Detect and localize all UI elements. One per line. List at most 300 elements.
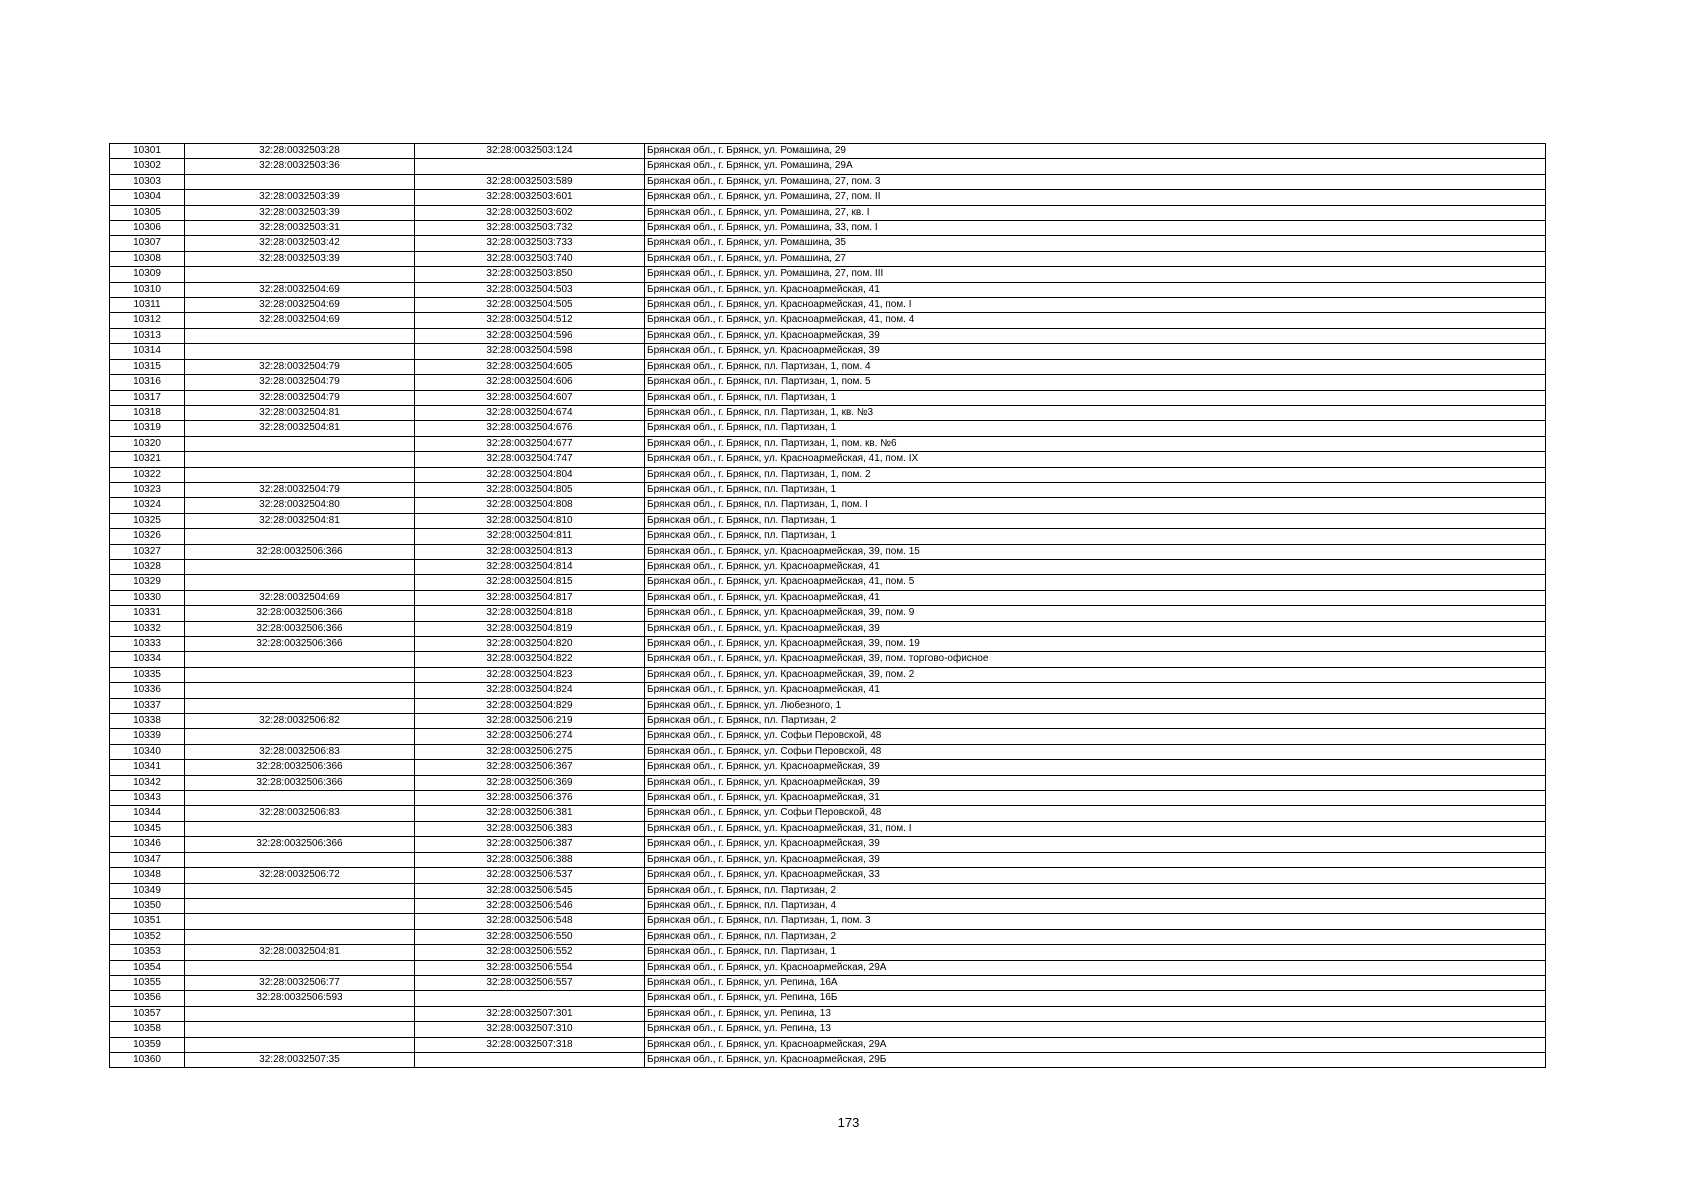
address-cell: Брянская обл., г. Брянск, ул. Красноармейская, 39 bbox=[645, 852, 1546, 867]
land-plot-cadastral-number-cell bbox=[185, 328, 415, 343]
object-cadastral-number-cell: 32:28:0032504:817 bbox=[415, 590, 645, 605]
land-plot-cadastral-number-cell: 32:28:0032504:69 bbox=[185, 313, 415, 328]
object-cadastral-number-cell: 32:28:0032506:554 bbox=[415, 960, 645, 975]
land-plot-cadastral-number-cell bbox=[185, 683, 415, 698]
table-row bbox=[110, 298, 1546, 313]
table-row bbox=[110, 621, 1546, 636]
table-row bbox=[110, 313, 1546, 328]
address-cell: Брянская обл., г. Брянск, ул. Ромашина, 27 bbox=[645, 251, 1546, 266]
table-row bbox=[110, 575, 1546, 590]
table-row bbox=[110, 559, 1546, 574]
object-cadastral-number-cell: 32:28:0032504:824 bbox=[415, 683, 645, 698]
object-cadastral-number-cell: 32:28:0032506:369 bbox=[415, 775, 645, 790]
row-number-cell: 10329 bbox=[110, 575, 185, 590]
address-cell: Брянская обл., г. Брянск, ул. Софьи Перовской, 48 bbox=[645, 744, 1546, 759]
object-cadastral-number-cell: 32:28:0032506:388 bbox=[415, 852, 645, 867]
address-cell: Брянская обл., г. Брянск, пл. Партизан, 4 bbox=[645, 898, 1546, 913]
table-row bbox=[110, 421, 1546, 436]
table-row bbox=[110, 667, 1546, 682]
object-cadastral-number-cell: 32:28:0032504:512 bbox=[415, 313, 645, 328]
row-number-cell: 10310 bbox=[110, 282, 185, 297]
table-row bbox=[110, 760, 1546, 775]
land-plot-cadastral-number-cell bbox=[185, 852, 415, 867]
land-plot-cadastral-number-cell: 32:28:0032504:79 bbox=[185, 482, 415, 497]
object-cadastral-number-cell: 32:28:0032504:819 bbox=[415, 621, 645, 636]
row-number-cell: 10332 bbox=[110, 621, 185, 636]
table-row bbox=[110, 945, 1546, 960]
row-number-cell: 10315 bbox=[110, 359, 185, 374]
row-number-cell: 10360 bbox=[110, 1052, 185, 1067]
land-plot-cadastral-number-cell: 32:28:0032506:366 bbox=[185, 544, 415, 559]
land-plot-cadastral-number-cell: 32:28:0032504:81 bbox=[185, 421, 415, 436]
address-cell: Брянская обл., г. Брянск, ул. Ромашина, 29А bbox=[645, 159, 1546, 174]
table-row bbox=[110, 791, 1546, 806]
object-cadastral-number-cell: 32:28:0032506:546 bbox=[415, 898, 645, 913]
land-plot-cadastral-number-cell bbox=[185, 698, 415, 713]
table-row bbox=[110, 467, 1546, 482]
land-plot-cadastral-number-cell bbox=[185, 914, 415, 929]
address-cell: Брянская обл., г. Брянск, ул. Красноармейская, 39 bbox=[645, 621, 1546, 636]
row-number-cell: 10328 bbox=[110, 559, 185, 574]
land-plot-cadastral-number-cell: 32:28:0032504:69 bbox=[185, 298, 415, 313]
page-number: 173 bbox=[837, 1115, 860, 1130]
table-row bbox=[110, 359, 1546, 374]
table-row bbox=[110, 174, 1546, 189]
address-cell: Брянская обл., г. Брянск, пл. Партизан, 1, пом. 2 bbox=[645, 467, 1546, 482]
land-plot-cadastral-number-cell bbox=[185, 344, 415, 359]
land-plot-cadastral-number-cell: 32:28:0032503:31 bbox=[185, 221, 415, 236]
land-plot-cadastral-number-cell bbox=[185, 883, 415, 898]
object-cadastral-number-cell: 32:28:0032504:674 bbox=[415, 405, 645, 420]
land-plot-cadastral-number-cell bbox=[185, 929, 415, 944]
land-plot-cadastral-number-cell bbox=[185, 898, 415, 913]
address-cell: Брянская обл., г. Брянск, пл. Партизан, 1 bbox=[645, 513, 1546, 528]
address-cell: Брянская обл., г. Брянск, ул. Красноармейская, 29Б bbox=[645, 1052, 1546, 1067]
address-cell: Брянская обл., г. Брянск, ул. Красноармейская, 33 bbox=[645, 868, 1546, 883]
land-plot-cadastral-number-cell: 32:28:0032504:80 bbox=[185, 498, 415, 513]
row-number-cell: 10311 bbox=[110, 298, 185, 313]
table-row bbox=[110, 1022, 1546, 1037]
row-number-cell: 10350 bbox=[110, 898, 185, 913]
row-number-cell: 10317 bbox=[110, 390, 185, 405]
object-cadastral-number-cell: 32:28:0032506:381 bbox=[415, 806, 645, 821]
address-cell: Брянская обл., г. Брянск, ул. Красноармейская, 39, пом. 19 bbox=[645, 637, 1546, 652]
table-row bbox=[110, 190, 1546, 205]
row-number-cell: 10346 bbox=[110, 837, 185, 852]
row-number-cell: 10341 bbox=[110, 760, 185, 775]
cadastral-table bbox=[109, 143, 1546, 1068]
address-cell: Брянская обл., г. Брянск, ул. Красноармейская, 39 bbox=[645, 837, 1546, 852]
object-cadastral-number-cell: 32:28:0032506:274 bbox=[415, 729, 645, 744]
address-cell: Брянская обл., г. Брянск, пл. Партизан, 1, кв. №3 bbox=[645, 405, 1546, 420]
row-number-cell: 10343 bbox=[110, 791, 185, 806]
object-cadastral-number-cell: 32:28:0032503:589 bbox=[415, 174, 645, 189]
land-plot-cadastral-number-cell: 32:28:0032504:81 bbox=[185, 405, 415, 420]
address-cell: Брянская обл., г. Брянск, ул. Красноармейская, 31, пом. I bbox=[645, 821, 1546, 836]
object-cadastral-number-cell: 32:28:0032506:383 bbox=[415, 821, 645, 836]
row-number-cell: 10316 bbox=[110, 375, 185, 390]
table-row bbox=[110, 744, 1546, 759]
land-plot-cadastral-number-cell: 32:28:0032506:366 bbox=[185, 621, 415, 636]
object-cadastral-number-cell: 32:28:0032504:815 bbox=[415, 575, 645, 590]
address-cell: Брянская обл., г. Брянск, ул. Красноармейская, 39 bbox=[645, 775, 1546, 790]
object-cadastral-number-cell: 32:28:0032504:805 bbox=[415, 482, 645, 497]
row-number-cell: 10356 bbox=[110, 991, 185, 1006]
table-row bbox=[110, 683, 1546, 698]
table-row bbox=[110, 1006, 1546, 1021]
land-plot-cadastral-number-cell: 32:28:0032503:39 bbox=[185, 205, 415, 220]
address-cell: Брянская обл., г. Брянск, ул. Репина, 13 bbox=[645, 1022, 1546, 1037]
row-number-cell: 10323 bbox=[110, 482, 185, 497]
object-cadastral-number-cell: 32:28:0032506:552 bbox=[415, 945, 645, 960]
row-number-cell: 10324 bbox=[110, 498, 185, 513]
address-cell: Брянская обл., г. Брянск, пл. Партизан, 1 bbox=[645, 529, 1546, 544]
land-plot-cadastral-number-cell bbox=[185, 729, 415, 744]
land-plot-cadastral-number-cell bbox=[185, 821, 415, 836]
land-plot-cadastral-number-cell bbox=[185, 174, 415, 189]
row-number-cell: 10345 bbox=[110, 821, 185, 836]
address-cell: Брянская обл., г. Брянск, ул. Ромашина, 33, пом. I bbox=[645, 221, 1546, 236]
address-cell: Брянская обл., г. Брянск, ул. Красноармейская, 41, пом. 4 bbox=[645, 313, 1546, 328]
land-plot-cadastral-number-cell: 32:28:0032506:366 bbox=[185, 760, 415, 775]
land-plot-cadastral-number-cell: 32:28:0032503:39 bbox=[185, 251, 415, 266]
object-cadastral-number-cell: 32:28:0032506:367 bbox=[415, 760, 645, 775]
address-cell: Брянская обл., г. Брянск, пл. Партизан, 1, пом. 4 bbox=[645, 359, 1546, 374]
object-cadastral-number-cell bbox=[415, 991, 645, 1006]
land-plot-cadastral-number-cell: 32:28:0032504:79 bbox=[185, 375, 415, 390]
table-row bbox=[110, 544, 1546, 559]
address-cell: Брянская обл., г. Брянск, ул. Ромашина, 27, пом. 3 bbox=[645, 174, 1546, 189]
land-plot-cadastral-number-cell bbox=[185, 1037, 415, 1052]
land-plot-cadastral-number-cell bbox=[185, 452, 415, 467]
address-cell: Брянская обл., г. Брянск, ул. Красноармейская, 29А bbox=[645, 960, 1546, 975]
row-number-cell: 10335 bbox=[110, 667, 185, 682]
object-cadastral-number-cell: 32:28:0032504:747 bbox=[415, 452, 645, 467]
table-row bbox=[110, 637, 1546, 652]
row-number-cell: 10344 bbox=[110, 806, 185, 821]
address-cell: Брянская обл., г. Брянск, пл. Партизан, 1, пом. кв. №6 bbox=[645, 436, 1546, 451]
table-row bbox=[110, 498, 1546, 513]
land-plot-cadastral-number-cell bbox=[185, 467, 415, 482]
object-cadastral-number-cell: 32:28:0032504:813 bbox=[415, 544, 645, 559]
row-number-cell: 10305 bbox=[110, 205, 185, 220]
address-cell: Брянская обл., г. Брянск, пл. Партизан, 1, пом. 3 bbox=[645, 914, 1546, 929]
object-cadastral-number-cell: 32:28:0032504:823 bbox=[415, 667, 645, 682]
address-cell: Брянская обл., г. Брянск, пл. Партизан, 1 bbox=[645, 482, 1546, 497]
table-row bbox=[110, 698, 1546, 713]
object-cadastral-number-cell: 32:28:0032504:814 bbox=[415, 559, 645, 574]
object-cadastral-number-cell: 32:28:0032504:808 bbox=[415, 498, 645, 513]
address-cell: Брянская обл., г. Брянск, ул. Ромашина, 27, кв. I bbox=[645, 205, 1546, 220]
land-plot-cadastral-number-cell: 32:28:0032504:79 bbox=[185, 359, 415, 374]
address-cell: Брянская обл., г. Брянск, пл. Партизан, 1, пом. I bbox=[645, 498, 1546, 513]
row-number-cell: 10352 bbox=[110, 929, 185, 944]
row-number-cell: 10320 bbox=[110, 436, 185, 451]
row-number-cell: 10353 bbox=[110, 945, 185, 960]
row-number-cell: 10331 bbox=[110, 606, 185, 621]
address-cell: Брянская обл., г. Брянск, пл. Партизан, 1, пом. 5 bbox=[645, 375, 1546, 390]
object-cadastral-number-cell: 32:28:0032504:605 bbox=[415, 359, 645, 374]
object-cadastral-number-cell: 32:28:0032504:818 bbox=[415, 606, 645, 621]
land-plot-cadastral-number-cell: 32:28:0032503:39 bbox=[185, 190, 415, 205]
row-number-cell: 10336 bbox=[110, 683, 185, 698]
land-plot-cadastral-number-cell: 32:28:0032504:81 bbox=[185, 945, 415, 960]
row-number-cell: 10338 bbox=[110, 714, 185, 729]
object-cadastral-number-cell: 32:28:0032504:677 bbox=[415, 436, 645, 451]
row-number-cell: 10334 bbox=[110, 652, 185, 667]
table-row bbox=[110, 452, 1546, 467]
object-cadastral-number-cell: 32:28:0032506:545 bbox=[415, 883, 645, 898]
table-row bbox=[110, 929, 1546, 944]
land-plot-cadastral-number-cell: 32:28:0032504:69 bbox=[185, 282, 415, 297]
address-cell: Брянская обл., г. Брянск, ул. Красноармейская, 31 bbox=[645, 791, 1546, 806]
table-row bbox=[110, 991, 1546, 1006]
object-cadastral-number-cell: 32:28:0032504:810 bbox=[415, 513, 645, 528]
address-cell: Брянская обл., г. Брянск, ул. Ромашина, 27, пом. II bbox=[645, 190, 1546, 205]
object-cadastral-number-cell: 32:28:0032506:557 bbox=[415, 975, 645, 990]
address-cell: Брянская обл., г. Брянск, ул. Красноармейская, 39, пом. 9 bbox=[645, 606, 1546, 621]
address-cell: Брянская обл., г. Брянск, пл. Партизан, 1 bbox=[645, 390, 1546, 405]
address-cell: Брянская обл., г. Брянск, ул. Красноармейская, 41 bbox=[645, 683, 1546, 698]
row-number-cell: 10301 bbox=[110, 144, 185, 159]
object-cadastral-number-cell: 32:28:0032507:310 bbox=[415, 1022, 645, 1037]
object-cadastral-number-cell: 32:28:0032506:219 bbox=[415, 714, 645, 729]
object-cadastral-number-cell: 32:28:0032503:733 bbox=[415, 236, 645, 251]
address-cell: Брянская обл., г. Брянск, ул. Красноармейская, 29А bbox=[645, 1037, 1546, 1052]
land-plot-cadastral-number-cell: 32:28:0032504:81 bbox=[185, 513, 415, 528]
address-cell: Брянская обл., г. Брянск, ул. Репина, 13 bbox=[645, 1006, 1546, 1021]
object-cadastral-number-cell: 32:28:0032506:537 bbox=[415, 868, 645, 883]
land-plot-cadastral-number-cell: 32:28:0032507:35 bbox=[185, 1052, 415, 1067]
land-plot-cadastral-number-cell: 32:28:0032503:28 bbox=[185, 144, 415, 159]
row-number-cell: 10354 bbox=[110, 960, 185, 975]
table-row bbox=[110, 590, 1546, 605]
object-cadastral-number-cell: 32:28:0032504:503 bbox=[415, 282, 645, 297]
address-cell: Брянская обл., г. Брянск, ул. Репина, 16А bbox=[645, 975, 1546, 990]
table-row bbox=[110, 251, 1546, 266]
row-number-cell: 10347 bbox=[110, 852, 185, 867]
row-number-cell: 10314 bbox=[110, 344, 185, 359]
object-cadastral-number-cell: 32:28:0032503:124 bbox=[415, 144, 645, 159]
table-row bbox=[110, 1037, 1546, 1052]
land-plot-cadastral-number-cell: 32:28:0032504:79 bbox=[185, 390, 415, 405]
land-plot-cadastral-number-cell: 32:28:0032506:72 bbox=[185, 868, 415, 883]
table-row bbox=[110, 898, 1546, 913]
object-cadastral-number-cell: 32:28:0032504:811 bbox=[415, 529, 645, 544]
object-cadastral-number-cell: 32:28:0032503:601 bbox=[415, 190, 645, 205]
land-plot-cadastral-number-cell: 32:28:0032504:69 bbox=[185, 590, 415, 605]
table-row bbox=[110, 436, 1546, 451]
table-row bbox=[110, 267, 1546, 282]
object-cadastral-number-cell bbox=[415, 1052, 645, 1067]
land-plot-cadastral-number-cell bbox=[185, 667, 415, 682]
table-row bbox=[110, 1052, 1546, 1067]
row-number-cell: 10325 bbox=[110, 513, 185, 528]
address-cell: Брянская обл., г. Брянск, ул. Софьи Перовской, 48 bbox=[645, 729, 1546, 744]
table-row bbox=[110, 513, 1546, 528]
table-row bbox=[110, 714, 1546, 729]
row-number-cell: 10306 bbox=[110, 221, 185, 236]
object-cadastral-number-cell: 32:28:0032503:602 bbox=[415, 205, 645, 220]
address-cell: Брянская обл., г. Брянск, ул. Красноармейская, 39, пом. торгово-офисное bbox=[645, 652, 1546, 667]
table-row bbox=[110, 529, 1546, 544]
land-plot-cadastral-number-cell bbox=[185, 1022, 415, 1037]
row-number-cell: 10304 bbox=[110, 190, 185, 205]
object-cadastral-number-cell: 32:28:0032504:804 bbox=[415, 467, 645, 482]
land-plot-cadastral-number-cell: 32:28:0032506:593 bbox=[185, 991, 415, 1006]
address-cell: Брянская обл., г. Брянск, ул. Красноармейская, 41 bbox=[645, 559, 1546, 574]
object-cadastral-number-cell: 32:28:0032506:387 bbox=[415, 837, 645, 852]
table-row bbox=[110, 390, 1546, 405]
table-row bbox=[110, 144, 1546, 159]
row-number-cell: 10339 bbox=[110, 729, 185, 744]
row-number-cell: 10321 bbox=[110, 452, 185, 467]
table-row bbox=[110, 975, 1546, 990]
land-plot-cadastral-number-cell: 32:28:0032503:42 bbox=[185, 236, 415, 251]
object-cadastral-number-cell: 32:28:0032503:732 bbox=[415, 221, 645, 236]
address-cell: Брянская обл., г. Брянск, ул. Красноармейская, 41, пом. IX bbox=[645, 452, 1546, 467]
table-row bbox=[110, 775, 1546, 790]
table-row bbox=[110, 344, 1546, 359]
row-number-cell: 10318 bbox=[110, 405, 185, 420]
land-plot-cadastral-number-cell: 32:28:0032506:366 bbox=[185, 775, 415, 790]
object-cadastral-number-cell: 32:28:0032504:606 bbox=[415, 375, 645, 390]
object-cadastral-number-cell: 32:28:0032504:822 bbox=[415, 652, 645, 667]
address-cell: Брянская обл., г. Брянск, пл. Партизан, 1 bbox=[645, 421, 1546, 436]
address-cell: Брянская обл., г. Брянск, ул. Красноармейская, 39 bbox=[645, 344, 1546, 359]
object-cadastral-number-cell: 32:28:0032503:850 bbox=[415, 267, 645, 282]
land-plot-cadastral-number-cell bbox=[185, 529, 415, 544]
object-cadastral-number-cell: 32:28:0032504:829 bbox=[415, 698, 645, 713]
row-number-cell: 10355 bbox=[110, 975, 185, 990]
row-number-cell: 10330 bbox=[110, 590, 185, 605]
row-number-cell: 10309 bbox=[110, 267, 185, 282]
object-cadastral-number-cell: 32:28:0032503:740 bbox=[415, 251, 645, 266]
address-cell: Брянская обл., г. Брянск, ул. Красноармейская, 41 bbox=[645, 282, 1546, 297]
row-number-cell: 10358 bbox=[110, 1022, 185, 1037]
row-number-cell: 10351 bbox=[110, 914, 185, 929]
address-cell: Брянская обл., г. Брянск, ул. Репина, 16Б bbox=[645, 991, 1546, 1006]
table-row bbox=[110, 837, 1546, 852]
table-row bbox=[110, 328, 1546, 343]
land-plot-cadastral-number-cell bbox=[185, 652, 415, 667]
address-cell: Брянская обл., г. Брянск, ул. Красноармейская, 41, пом. 5 bbox=[645, 575, 1546, 590]
row-number-cell: 10308 bbox=[110, 251, 185, 266]
object-cadastral-number-cell: 32:28:0032504:820 bbox=[415, 637, 645, 652]
land-plot-cadastral-number-cell bbox=[185, 267, 415, 282]
land-plot-cadastral-number-cell: 32:28:0032506:366 bbox=[185, 637, 415, 652]
row-number-cell: 10322 bbox=[110, 467, 185, 482]
land-plot-cadastral-number-cell bbox=[185, 575, 415, 590]
object-cadastral-number-cell: 32:28:0032506:275 bbox=[415, 744, 645, 759]
row-number-cell: 10349 bbox=[110, 883, 185, 898]
address-cell: Брянская обл., г. Брянск, пл. Партизан, 2 bbox=[645, 929, 1546, 944]
land-plot-cadastral-number-cell: 32:28:0032506:83 bbox=[185, 806, 415, 821]
land-plot-cadastral-number-cell bbox=[185, 791, 415, 806]
table-row bbox=[110, 806, 1546, 821]
table-row bbox=[110, 606, 1546, 621]
table-row bbox=[110, 852, 1546, 867]
table-row bbox=[110, 914, 1546, 929]
land-plot-cadastral-number-cell bbox=[185, 1006, 415, 1021]
row-number-cell: 10337 bbox=[110, 698, 185, 713]
land-plot-cadastral-number-cell bbox=[185, 960, 415, 975]
address-cell: Брянская обл., г. Брянск, ул. Красноармейская, 39, пом. 15 bbox=[645, 544, 1546, 559]
row-number-cell: 10313 bbox=[110, 328, 185, 343]
row-number-cell: 10357 bbox=[110, 1006, 185, 1021]
address-cell: Брянская обл., г. Брянск, ул. Красноармейская, 39 bbox=[645, 760, 1546, 775]
cadastral-table-body bbox=[110, 144, 1546, 1068]
address-cell: Брянская обл., г. Брянск, ул. Красноармейская, 41, пом. I bbox=[645, 298, 1546, 313]
object-cadastral-number-cell: 32:28:0032504:607 bbox=[415, 390, 645, 405]
table-row bbox=[110, 205, 1546, 220]
table-row bbox=[110, 375, 1546, 390]
table-row bbox=[110, 159, 1546, 174]
address-cell: Брянская обл., г. Брянск, ул. Ромашина, 35 bbox=[645, 236, 1546, 251]
row-number-cell: 10303 bbox=[110, 174, 185, 189]
table-row bbox=[110, 729, 1546, 744]
address-cell: Брянская обл., г. Брянск, пл. Партизан, 2 bbox=[645, 714, 1546, 729]
object-cadastral-number-cell: 32:28:0032504:505 bbox=[415, 298, 645, 313]
address-cell: Брянская обл., г. Брянск, ул. Ромашина, 27, пом. III bbox=[645, 267, 1546, 282]
table-row bbox=[110, 960, 1546, 975]
object-cadastral-number-cell: 32:28:0032504:676 bbox=[415, 421, 645, 436]
object-cadastral-number-cell: 32:28:0032506:376 bbox=[415, 791, 645, 806]
land-plot-cadastral-number-cell: 32:28:0032503:36 bbox=[185, 159, 415, 174]
table-row bbox=[110, 405, 1546, 420]
address-cell: Брянская обл., г. Брянск, пл. Партизан, 1 bbox=[645, 945, 1546, 960]
row-number-cell: 10307 bbox=[110, 236, 185, 251]
table-row bbox=[110, 482, 1546, 497]
object-cadastral-number-cell: 32:28:0032507:318 bbox=[415, 1037, 645, 1052]
table-row bbox=[110, 221, 1546, 236]
land-plot-cadastral-number-cell: 32:28:0032506:366 bbox=[185, 606, 415, 621]
land-plot-cadastral-number-cell: 32:28:0032506:83 bbox=[185, 744, 415, 759]
land-plot-cadastral-number-cell: 32:28:0032506:366 bbox=[185, 837, 415, 852]
land-plot-cadastral-number-cell: 32:28:0032506:77 bbox=[185, 975, 415, 990]
row-number-cell: 10333 bbox=[110, 637, 185, 652]
row-number-cell: 10312 bbox=[110, 313, 185, 328]
table-row bbox=[110, 821, 1546, 836]
object-cadastral-number-cell: 32:28:0032506:550 bbox=[415, 929, 645, 944]
row-number-cell: 10342 bbox=[110, 775, 185, 790]
land-plot-cadastral-number-cell bbox=[185, 559, 415, 574]
row-number-cell: 10340 bbox=[110, 744, 185, 759]
object-cadastral-number-cell: 32:28:0032504:598 bbox=[415, 344, 645, 359]
object-cadastral-number-cell: 32:28:0032507:301 bbox=[415, 1006, 645, 1021]
table-row bbox=[110, 236, 1546, 251]
table-row bbox=[110, 652, 1546, 667]
land-plot-cadastral-number-cell: 32:28:0032506:82 bbox=[185, 714, 415, 729]
table-row bbox=[110, 282, 1546, 297]
address-cell: Брянская обл., г. Брянск, ул. Софьи Перовской, 48 bbox=[645, 806, 1546, 821]
table-row bbox=[110, 883, 1546, 898]
row-number-cell: 10359 bbox=[110, 1037, 185, 1052]
address-cell: Брянская обл., г. Брянск, пл. Партизан, 2 bbox=[645, 883, 1546, 898]
address-cell: Брянская обл., г. Брянск, ул. Красноармейская, 39, пом. 2 bbox=[645, 667, 1546, 682]
address-cell: Брянская обл., г. Брянск, ул. Красноармейская, 39 bbox=[645, 328, 1546, 343]
row-number-cell: 10327 bbox=[110, 544, 185, 559]
land-plot-cadastral-number-cell bbox=[185, 436, 415, 451]
address-cell: Брянская обл., г. Брянск, ул. Красноармейская, 41 bbox=[645, 590, 1546, 605]
row-number-cell: 10348 bbox=[110, 868, 185, 883]
address-cell: Брянская обл., г. Брянск, ул. Ромашина, 29 bbox=[645, 144, 1546, 159]
object-cadastral-number-cell: 32:28:0032506:548 bbox=[415, 914, 645, 929]
table-row bbox=[110, 868, 1546, 883]
object-cadastral-number-cell bbox=[415, 159, 645, 174]
address-cell: Брянская обл., г. Брянск, ул. Любезного, 1 bbox=[645, 698, 1546, 713]
object-cadastral-number-cell: 32:28:0032504:596 bbox=[415, 328, 645, 343]
